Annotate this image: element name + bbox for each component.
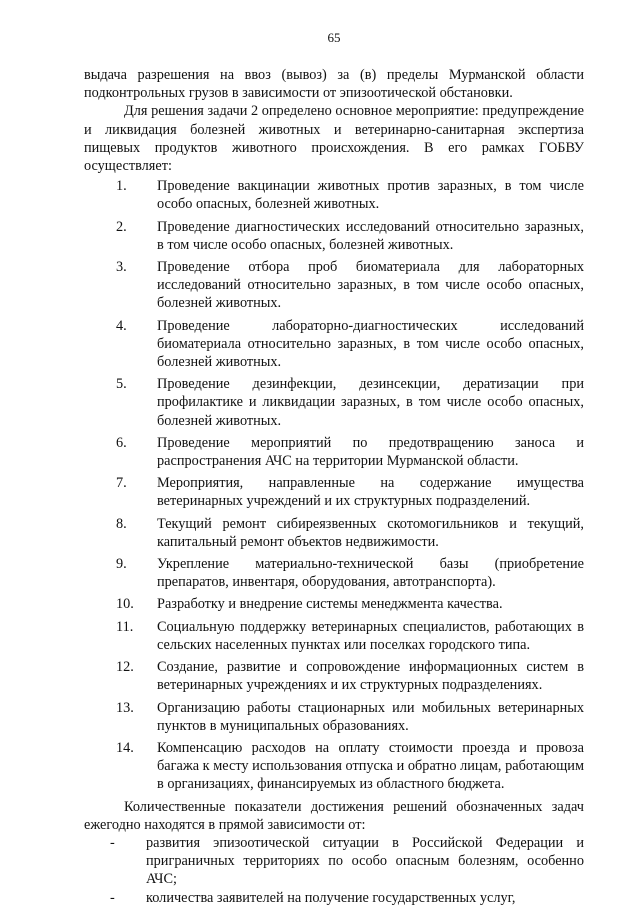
list-item-text: Компенсацию расходов на оплату стоимости проезда и провоза багажа к месту использования отпуска и обратно лицам, работающим в организациях, финансируемых из областного бюджета. xyxy=(157,739,584,793)
list-item xyxy=(84,658,584,694)
paragraph-indicators: Количественные показатели достижения решений обозначенных задач ежегодно находятся в прямой зависимости от: xyxy=(84,798,584,833)
list-item-text: Проведение диагностических исследований относительно заразных, в том числе особо опасных, болезней животных. xyxy=(157,218,584,253)
paragraph-task-2: Для решения задачи 2 определено основное мероприятие: предупреждение и ликвидация болезней животных и ветеринарно-санитарная экспертиза пищевых продуктов животного происхождения. В его рамках ГОБВУ осуществляет: xyxy=(84,103,584,175)
list-item-number: 1. xyxy=(116,178,127,195)
list-item xyxy=(84,739,584,794)
list-item-number: 12. xyxy=(116,659,134,676)
dash-list-item xyxy=(84,834,584,889)
list-item xyxy=(84,699,584,735)
page-number: 65 xyxy=(327,30,341,45)
tasks-list xyxy=(84,177,584,793)
list-item-text: Разработку и внедрение системы менеджмента качества. xyxy=(157,596,503,613)
list-item-number: 4. xyxy=(116,317,127,334)
list-item-text: Проведение вакцинации животных против заразных, в том числе особо опасных, болезней животных. xyxy=(157,178,584,213)
list-item xyxy=(84,474,584,510)
list-item xyxy=(84,618,584,654)
list-item-number: 13. xyxy=(116,699,134,716)
paragraph-intro: выдача разрешения на ввоз (вывоз) за (в) пределы Мурманской области подконтрольных грузов в зависимости от эпизоотической обстановки. xyxy=(84,67,584,102)
list-item-text: Укрепление материально-технической базы (приобретение препаратов, инвентаря, оборудования, автотранспорта). xyxy=(157,556,584,591)
list-item xyxy=(84,258,584,313)
list-item-text: Проведение мероприятий по предотвращению заноса и распространения АЧС на территории Мурманской области. xyxy=(157,434,584,470)
dash-marker: - xyxy=(110,834,115,851)
list-item-number: 7. xyxy=(116,475,127,492)
list-item xyxy=(84,434,584,470)
list-item xyxy=(84,555,584,591)
list-item-number: 5. xyxy=(116,376,127,393)
list-item-text: Текущий ремонт сибиреязвенных скотомогильников и текущий, капитальный ремонт объектов недвижимости. xyxy=(157,515,584,550)
list-item-number: 14. xyxy=(116,739,134,756)
dash-list-item xyxy=(84,889,584,907)
list-item-number: 11. xyxy=(116,618,134,635)
dash-list-item-text: количества заявителей на получение государственных услуг, xyxy=(146,889,516,906)
list-item xyxy=(84,317,584,372)
list-item-text: Создание, развитие и сопровождение информационных систем в ветеринарных учреждениях и их структурных подразделениях. xyxy=(157,659,584,694)
list-item xyxy=(84,595,584,613)
list-item-text: Организацию работы стационарных или мобильных ветеринарных пунктов в муниципальных образованиях. xyxy=(157,699,584,734)
list-item xyxy=(84,177,584,213)
list-item-text: Проведение лабораторно-диагностических исследований биоматериала относительно заразных, в том числе особо опасных, болезней животных. xyxy=(157,317,584,371)
list-item-number: 2. xyxy=(116,218,127,235)
list-item-number: 10. xyxy=(116,596,134,613)
dash-list-item-text: развития эпизоотической ситуации в Российской Федерации и приграничных территориях по особо опасным болезням, особенно АЧС; xyxy=(146,834,584,888)
list-item-number: 6. xyxy=(116,434,127,451)
list-item-text: Проведение отбора проб биоматериала для лабораторных исследований относительно заразных, в том числе особо опасных, болезней животных. xyxy=(157,259,584,312)
dash-marker: - xyxy=(110,889,115,906)
list-item xyxy=(84,218,584,254)
list-item xyxy=(84,375,584,430)
list-item-number: 3. xyxy=(116,259,127,276)
list-item-text: Мероприятия, направленные на содержание имущества ветеринарных учреждений и их структурных подразделений. xyxy=(157,475,584,510)
list-item-text: Проведение дезинфекции, дезинсекции, дератизации при профилактике и ликвидации заразных, в том числе особо опасных, болезней животных. xyxy=(157,376,584,429)
list-item-number: 8. xyxy=(116,515,127,532)
list-item xyxy=(84,515,584,551)
list-item-number: 9. xyxy=(116,556,127,573)
list-item-text: Социальную поддержку ветеринарных специалистов, работающих в сельских населенных пунктах или поселках городского типа. xyxy=(157,618,584,653)
